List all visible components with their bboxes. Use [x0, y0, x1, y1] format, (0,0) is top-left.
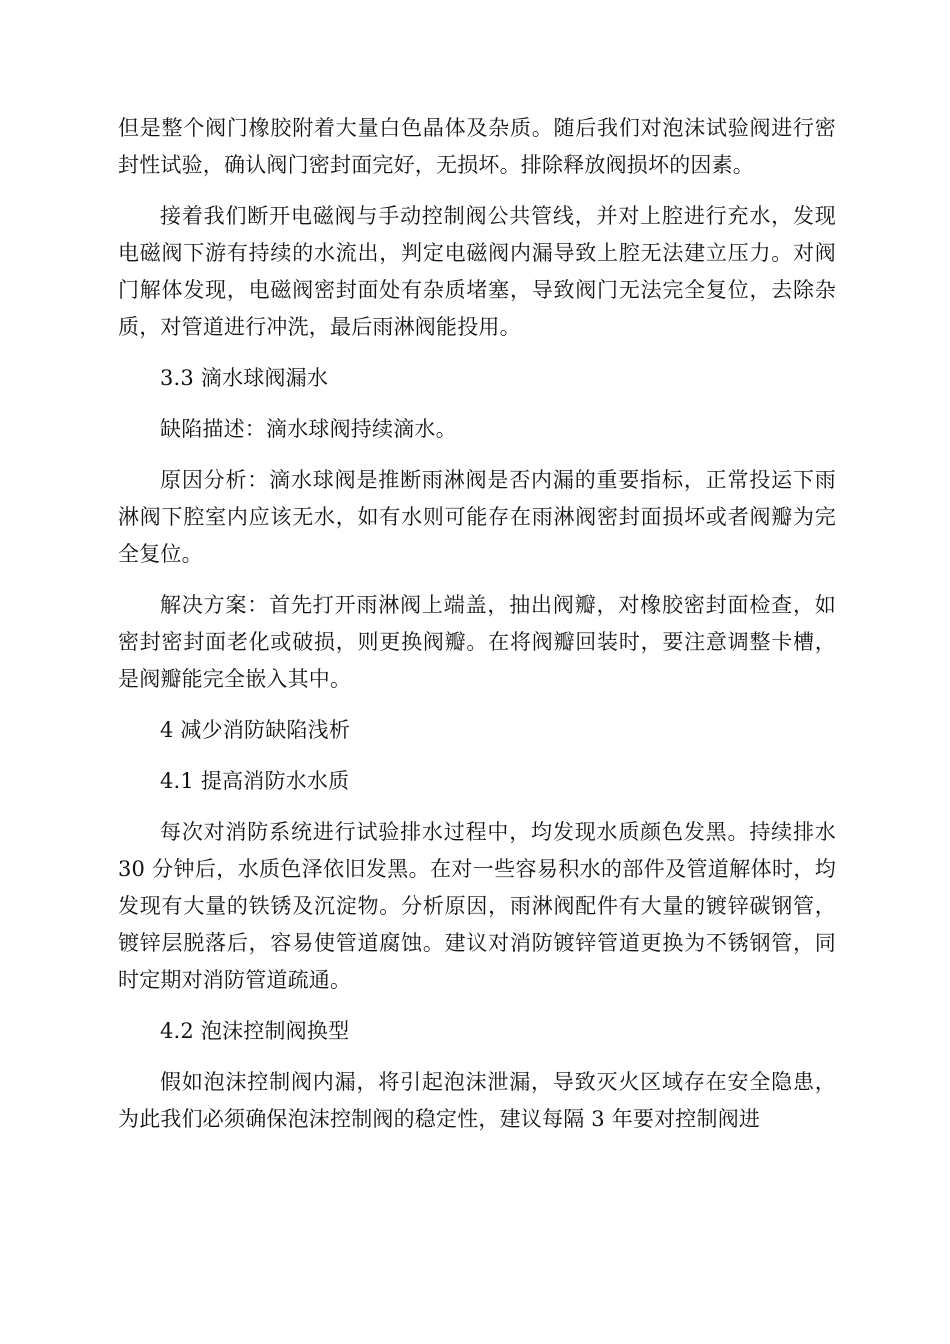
document-body	[118, 110, 836, 1152]
paragraph-solenoid-valve: 接着我们断开电磁阀与手动控制阀公共管线，并对上腔进行充水，发现电磁阀下游有持续的水流出，判定电磁阀内漏导致上腔无法建立压力。对阀门解体发现，电磁阀密封面处有杂质堵塞，导致阀门无法完全复位，去除杂质，对管道进行冲洗，最后雨淋阀能投用。	[118, 204, 836, 339]
section-heading-4-2: 4.2 泡沫控制阀换型	[160, 1019, 350, 1043]
paragraph-foam-valve: 假如泡沫控制阀内漏，将引起泡沫泄漏，导致灭火区域存在安全隐患，为此我们必须确保泡沫控制阀的稳定性，建议每隔 3 年要对控制阀进	[118, 1070, 836, 1131]
paragraph-water-quality: 每次对消防系统进行试验排水过程中，均发现水质颜色发黑。持续排水 30 分钟后，水质色泽依旧发黑。在对一些容易积水的部件及管道解体时，均发现有大量的铁锈及沉淀物。分析原因，雨淋阀配件有大量的镀锌碳钢管，镀锌层脱落后，容易使管道腐蚀。建议对消防镀锌管道更换为不锈钢管，同时定期对消防管道疏通。	[118, 820, 836, 992]
paragraph-cause-analysis: 原因分析：滴水球阀是推断雨淋阀是否内漏的重要指标，正常投运下雨淋阀下腔室内应该无水，如有水则可能存在雨淋阀密封面损坏或者阀瓣为完全复位。	[118, 468, 836, 566]
paragraph-valve-inspection: 但是整个阀门橡胶附着大量白色晶体及杂质。随后我们对泡沫试验阀进行密封性试验，确认阀门密封面完好，无损坏。排除释放阀损坏的因素。	[118, 116, 836, 177]
section-heading-3-3: 3.3 滴水球阀漏水	[160, 366, 329, 390]
paragraph-solution: 解决方案：首先打开雨淋阀上端盖，抽出阀瓣，对橡胶密封面检查，如密封密封面老化或破损，则更换阀瓣。在将阀瓣回装时，要注意调整卡槽，是阀瓣能完全嵌入其中。	[118, 593, 836, 691]
section-heading-4-1: 4.1 提高消防水水质	[160, 769, 350, 793]
section-heading-4: 4 减少消防缺陷浅析	[160, 718, 351, 742]
paragraph-defect-description: 缺陷描述：滴水球阀持续滴水。	[160, 417, 457, 441]
